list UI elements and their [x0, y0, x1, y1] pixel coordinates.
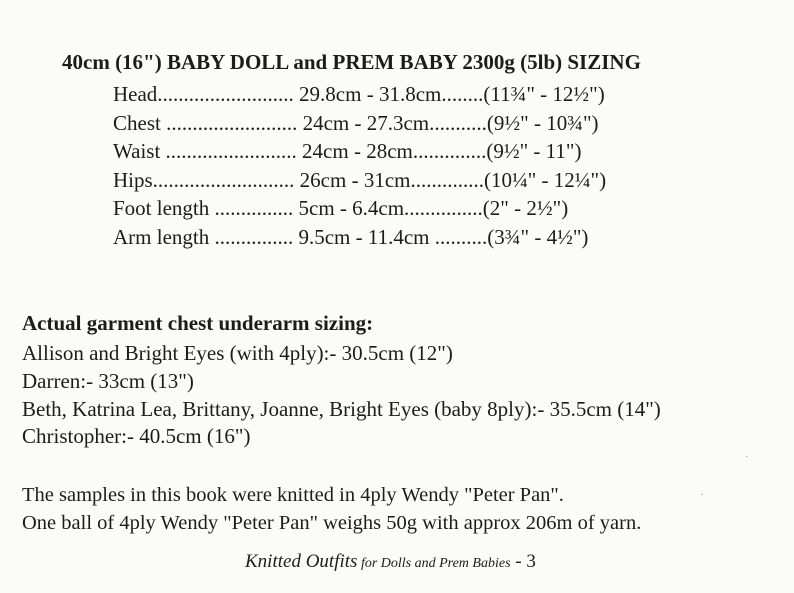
sizing-row-arm-length: Arm length ............... 9.5cm - 11.4cm ..........(3¾" - 4½"): [113, 224, 589, 249]
footer-page-number: - 3: [510, 551, 536, 572]
sizing-title: 40cm (16") BABY DOLL and PREM BABY 2300g (5lb) SIZING: [62, 50, 641, 74]
scan-speck: ·: [700, 490, 704, 501]
garment-sizing-list: [22, 340, 661, 451]
scan-speck: ·: [745, 452, 749, 463]
garment-line: Beth, Katrina Lea, Brittany, Joanne, Bright Eyes (baby 8ply):- 35.5cm (14"): [22, 396, 661, 421]
sizing-row-foot-length: Foot length ............... 5cm - 6.4cm...............(2" - 2½"): [113, 196, 569, 221]
sizing-row-waist: Waist ......................... 24cm - 28cm..............(9½" - 11"): [113, 139, 582, 164]
garment-line: Darren:- 33cm (13"): [22, 368, 194, 393]
footer-book-title: Knitted Outfits: [245, 551, 358, 572]
note-line: The samples in this book were knitted in 4ply Wendy "Peter Pan".: [22, 484, 564, 506]
page-footer: [245, 551, 536, 573]
sizing-row-chest: Chest ......................... 24cm - 27.3cm...........(9½" - 10¾"): [113, 110, 599, 135]
garment-sizing-heading: Actual garment chest underarm sizing:: [22, 311, 374, 335]
garment-line: Christopher:- 40.5cm (16"): [22, 424, 251, 449]
note-line: One ball of 4ply Wendy "Peter Pan" weighs 50g with approx 206m of yarn.: [22, 511, 642, 534]
garment-line: Allison and Bright Eyes (with 4ply):- 30.5cm (12"): [22, 341, 453, 365]
sizing-row-head: Head.......................... 29.8cm - 31.8cm........(11¾" - 12½"): [113, 82, 605, 106]
sizing-row-hips: Hips........................... 26cm - 31cm..............(10¼" - 12¼"): [113, 167, 607, 192]
sizing-table: [113, 80, 606, 252]
yarn-notes: [22, 482, 641, 537]
footer-book-subtitle: for Dolls and Prem Babies: [357, 556, 511, 571]
